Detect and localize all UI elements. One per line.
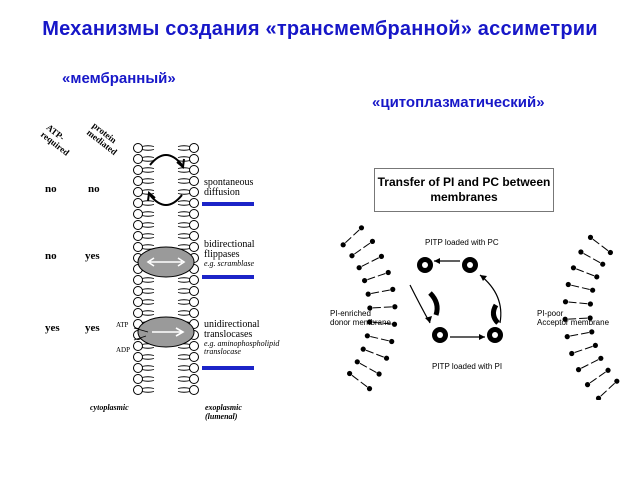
- row3-atp: yes: [45, 322, 60, 334]
- row1-atp: no: [45, 183, 57, 195]
- footer-cytoplasmic: cytoplasmic: [90, 403, 129, 412]
- row2-protein: yes: [85, 250, 100, 262]
- label-pitp-pi: PITP loaded with PI: [432, 362, 503, 371]
- row1-protein: no: [88, 183, 100, 195]
- adp-label: ADP: [116, 346, 131, 354]
- transfer-box-title: Transfer of PI and PC between membranes: [374, 168, 554, 212]
- lipid-bilayer-graphic: [130, 140, 202, 405]
- row1-label: spontaneous diffusion: [204, 177, 254, 198]
- row3-bar: [202, 366, 254, 370]
- label-donor-membrane: PI-enriched donor membrane: [330, 309, 391, 327]
- col-header-protein: protein mediated: [84, 120, 120, 158]
- cytoplasmic-heading: «цитоплазматический»: [372, 94, 545, 111]
- label-pitp-pc: PITP loaded with PC: [425, 238, 499, 247]
- slide-title: Механизмы создания «трансмембранной» ассиметрии: [42, 18, 598, 40]
- row3-protein: yes: [85, 322, 100, 334]
- row1-bar: [202, 202, 254, 206]
- atp-label: ATP: [116, 321, 129, 329]
- footer-exoplasmic: exoplasmic (lumenal): [205, 403, 242, 421]
- row2-atp: no: [45, 250, 57, 262]
- col-header-atp: ATP- required: [38, 122, 72, 158]
- row2-bar: [202, 275, 254, 279]
- row2-label: bidirectional flippases e.g. scramblase: [204, 239, 255, 268]
- row3-label: unidirectional translocases e.g. aminophospholipid translocase: [204, 319, 280, 356]
- label-acceptor-membrane: PI-poor Acceptor membrane: [537, 309, 610, 327]
- membrane-heading: «мембранный»: [62, 70, 176, 87]
